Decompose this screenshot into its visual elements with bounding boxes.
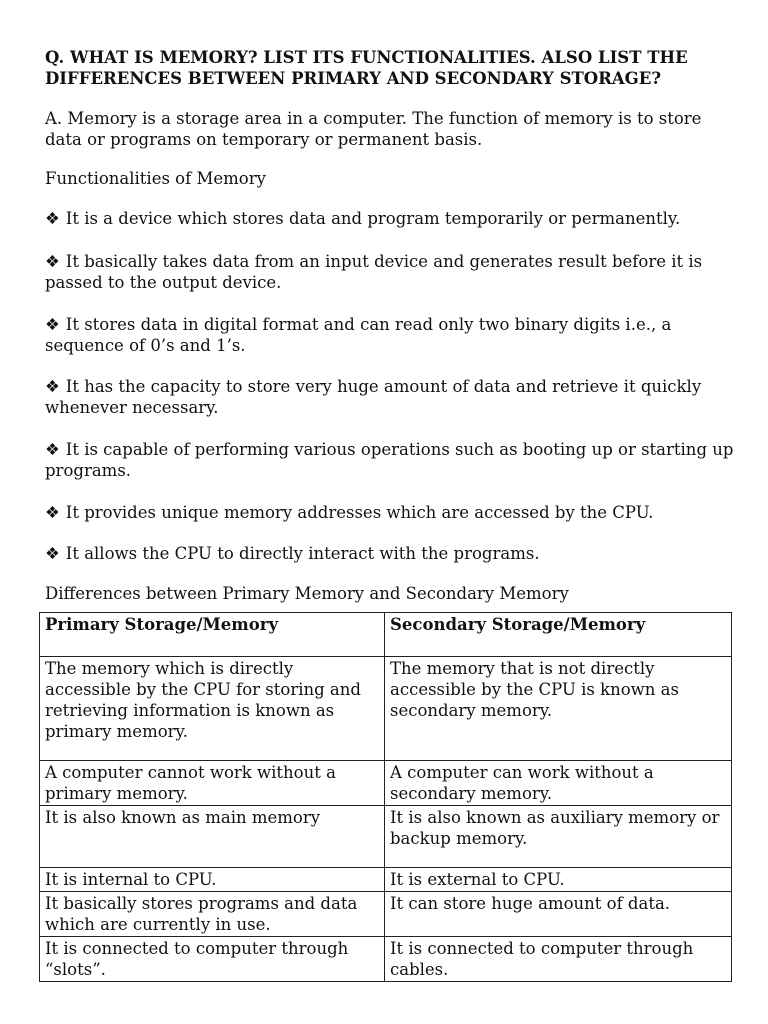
table-cell: It is connected to computer through “slots”. — [40, 937, 385, 982]
bullet-text: It provides unique memory addresses which are accessed by the CPU. — [65, 503, 654, 522]
bullet-diamond-icon: ❖ — [45, 440, 60, 459]
table-row — [40, 892, 732, 937]
bullet-item — [45, 439, 735, 481]
table-row — [40, 937, 732, 982]
table-cell: It is also known as auxiliary memory or backup memory. — [385, 806, 732, 868]
bullet-item — [45, 376, 735, 418]
bullet-text: It allows the CPU to directly interact with the programs. — [65, 544, 540, 563]
differences-table — [39, 612, 732, 982]
bullet-item — [45, 208, 735, 229]
bullet-text: It has the capacity to store very huge amount of data and retrieve it quickly whenever necessary. — [45, 377, 702, 417]
functionalities-heading: Functionalities of Memory — [45, 169, 266, 188]
table-cell: It is internal to CPU. — [40, 868, 385, 892]
bullet-diamond-icon: ❖ — [45, 503, 60, 522]
bullet-diamond-icon: ❖ — [45, 315, 60, 334]
bullet-diamond-icon: ❖ — [45, 377, 60, 396]
bullet-item — [45, 543, 735, 564]
column-header-secondary: Secondary Storage/Memory — [385, 613, 732, 657]
table-cell: It is external to CPU. — [385, 868, 732, 892]
bullet-item — [45, 251, 735, 293]
answer-intro: A. Memory is a storage area in a computer. The function of memory is to store data or programs on temporary or permanent basis. — [45, 109, 702, 149]
bullet-text: It stores data in digital format and can read only two binary digits i.e., a sequence of 0’s and 1’s. — [45, 315, 672, 355]
table-cell: It is also known as main memory — [40, 806, 385, 868]
table-cell: The memory that is not directly accessible by the CPU is known as secondary memory. — [385, 657, 732, 761]
table-header-row — [40, 613, 732, 657]
table-cell: It is connected to computer through cables. — [385, 937, 732, 982]
table-cell: The memory which is directly accessible by the CPU for storing and retrieving information is known as primary memory. — [40, 657, 385, 761]
table-row — [40, 868, 732, 892]
column-header-primary: Primary Storage/Memory — [40, 613, 385, 657]
table-row — [40, 761, 732, 806]
bullet-text: It is a device which stores data and program temporarily or permanently. — [65, 209, 681, 228]
bullet-item — [45, 314, 735, 356]
table-cell: A computer can work without a secondary memory. — [385, 761, 732, 806]
table-row — [40, 657, 732, 761]
bullet-diamond-icon: ❖ — [45, 209, 60, 228]
bullet-text: It is capable of performing various operations such as booting up or starting up programs. — [45, 440, 734, 480]
table-row — [40, 806, 732, 868]
bullet-text: It basically takes data from an input device and generates result before it is passed to the output device. — [45, 252, 703, 292]
bullet-item — [45, 502, 735, 523]
table-cell: It can store huge amount of data. — [385, 892, 732, 937]
differences-heading: Differences between Primary Memory and Secondary Memory — [45, 584, 569, 603]
bullet-diamond-icon: ❖ — [45, 252, 60, 271]
question-heading: Q. WHAT IS MEMORY? LIST ITS FUNCTIONALITIES. ALSO LIST THE DIFFERENCES BETWEEN PRIMARY AND SECONDARY STORAGE? — [45, 48, 688, 88]
bullet-diamond-icon: ❖ — [45, 544, 60, 563]
table-cell: A computer cannot work without a primary memory. — [40, 761, 385, 806]
table-cell: It basically stores programs and data which are currently in use. — [40, 892, 385, 937]
